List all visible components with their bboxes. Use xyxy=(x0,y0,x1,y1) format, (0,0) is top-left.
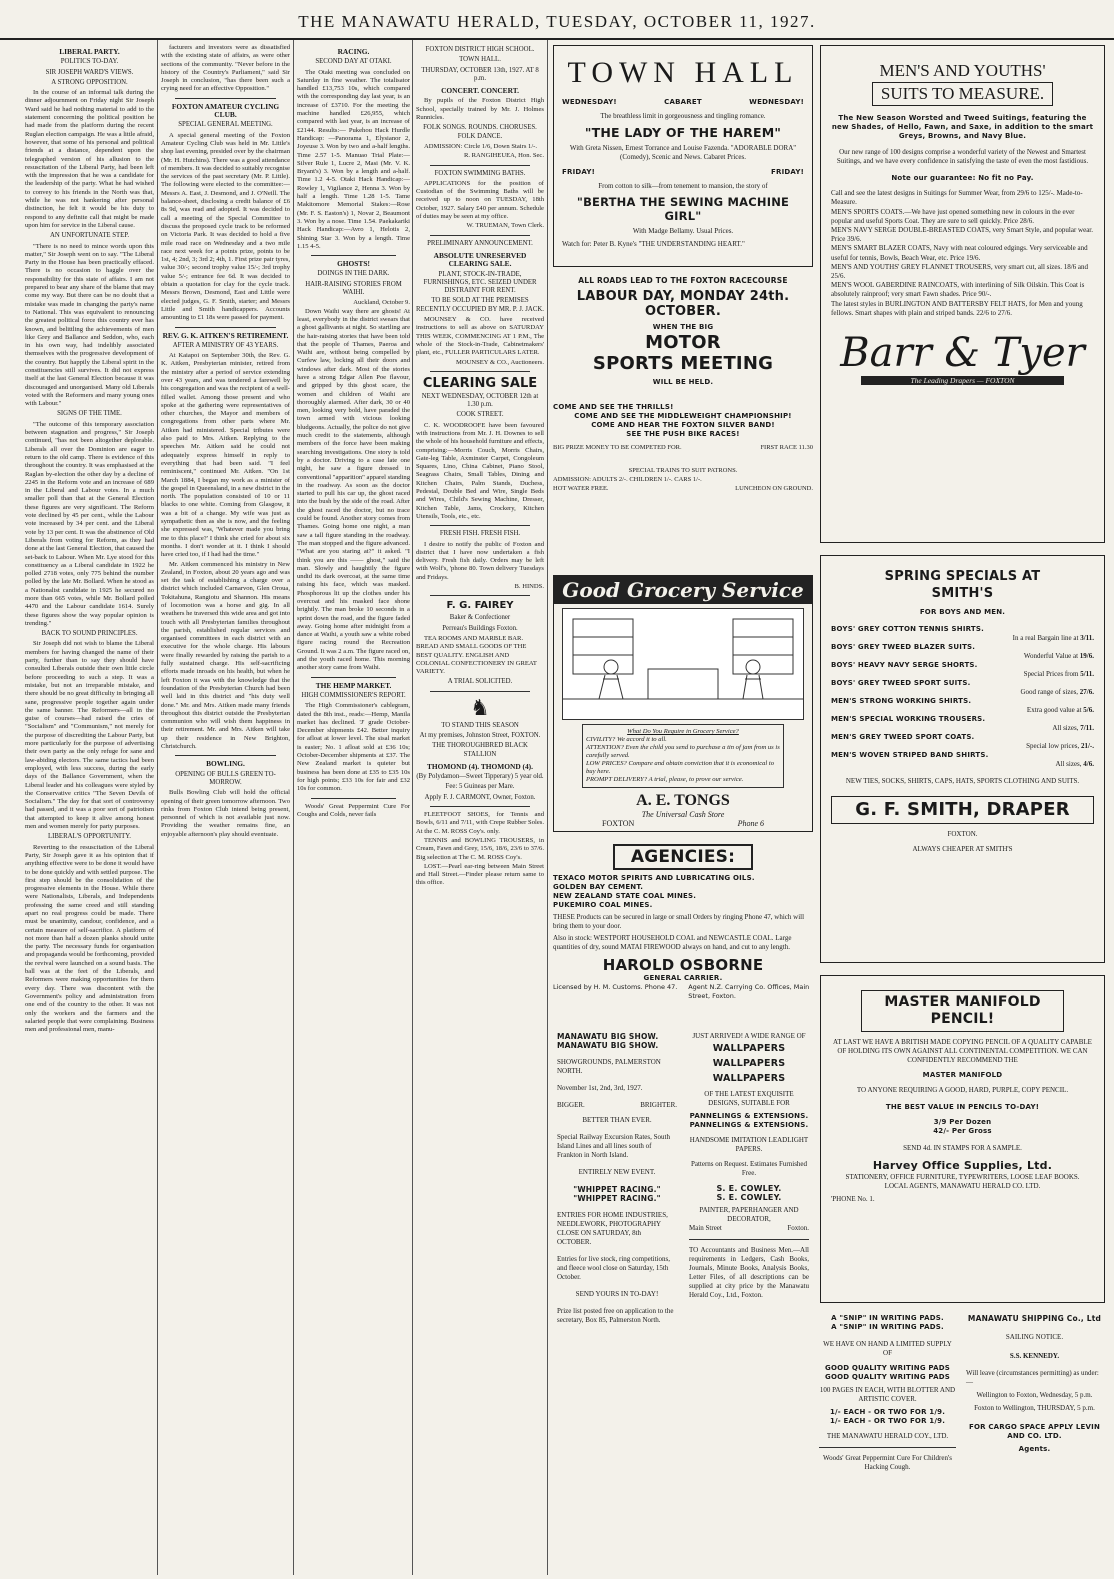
agencies-ad xyxy=(553,840,813,1015)
snip-line: WE HAVE ON HAND A LIMITED SUPPLY OF xyxy=(823,1340,952,1357)
agency-paragraph: THESE Products can be secured in large or small Orders by ringing Phone 47, which will bring them to your door. xyxy=(553,913,805,930)
wallpaper-line: PAINTER, PAPERHANGER AND DECORATOR, xyxy=(699,1206,799,1223)
shipping-line: SAILING NOTICE. xyxy=(1005,1333,1064,1341)
wallpaper-line: Main Street xyxy=(689,1224,722,1232)
article-subheading: OPENING OF BULLS GREEN TO-MORROW. xyxy=(175,770,276,786)
tagline: The breathless limit in gorgeousness and tingling romance. xyxy=(600,112,766,120)
ad-heading: FOXTON DISTRICT HIGH SCHOOL. xyxy=(425,46,535,53)
ad-line: COME AND SEE THE THRILLS! xyxy=(553,403,674,411)
spring-item-price: 21/-. xyxy=(1080,742,1094,750)
wallpapers-ad xyxy=(685,1028,813,1573)
agency-line: NEW ZEALAND STATE COAL MINES. xyxy=(553,892,697,900)
spring-item-note: Special Prices from xyxy=(1023,670,1079,678)
admission-row xyxy=(553,484,813,493)
pencil-sample: SEND 4d. IN STAMPS FOR A SAMPLE. xyxy=(903,1144,1022,1152)
labour-day-ad xyxy=(553,272,813,572)
barr-tyer-tagline: The Leading Drapers — FOXTON xyxy=(861,376,1064,385)
spring-item xyxy=(831,715,1094,733)
day-label: FRIDAY! xyxy=(771,168,804,176)
article-paragraph: Sir Joseph did not wish to blame the Liberal members for having changed the name of their party, further than to say they should have consulted Liberals outside their own little circle before proceeding to such a step. It was a mistake, but not an irreparable mistake, and there should be no great difficulty in bringing all sane, progressive people together again under the same banner. The Reformers—all in the guise of courses—had raised the cries of "Socialism" and "Communism," not merely for the purpose of discrediting the Labour Party, but more particularly for the purpose of advertising their own party as the only refuge for sane and law-abiding electors. The same tactics had been employed, with less success, during the early days of the Ballance Government, when the Liberal leader and his colleagues were styled by the Conservative critics "The Seven Devils of Socialism." The day for that sort of controversy had passed, and it was a poor sort of patriotism that attempted to keep it alive among honest men and women merely for party purposes. xyxy=(25,640,154,831)
grocery-point: PROMPT DELIVERY? A trial, please, to prove our service. xyxy=(586,776,744,783)
grocery-question: What Do You Require in Grocery Service? xyxy=(627,728,739,735)
column-rule xyxy=(547,40,548,1575)
spring-item-price: 5/6. xyxy=(1083,706,1094,714)
grocery-point: CIVILITY? We accord it to all. xyxy=(586,736,667,743)
snip-heading: A "SNIP" IN WRITING PADS. xyxy=(831,1323,944,1331)
wallpaper-line: Foxton. xyxy=(787,1224,809,1232)
cast-line: With Greta Nissen, Ernest Torrance and Louise Fazenda. "ADORABLE DORA" (Comedy), Scenic and News. Cabaret Prices. xyxy=(569,144,797,161)
section-subheading: BACK TO SOUND PRINCIPLES. xyxy=(41,630,138,638)
agency-line: TEXACO MOTOR SPIRITS AND LUBRICATING OILS. xyxy=(553,874,755,882)
spring-item xyxy=(831,751,1094,769)
show-line: BIGGER. xyxy=(557,1101,585,1109)
cowley-name: S. E. COWLEY. xyxy=(716,1193,782,1202)
divider xyxy=(175,98,276,99)
spring-specials-ad xyxy=(820,555,1105,963)
article-subheading: A STRONG OPPOSITION. xyxy=(51,78,128,86)
spring-item-name: BOYS' GREY TWEED SPORT SUITS. xyxy=(831,679,971,687)
ad-paragraph: TEA ROOMS AND MARBLE BAR. BREAD AND SMALL GOODS OF THE BEST QUALITY. ENGLISH AND COLONIAL CONFECTIONERY IN GREAT VARIETY. xyxy=(416,634,537,676)
smith-name: G. F. SMITH, DRAPER xyxy=(831,796,1094,824)
ad-subheading: (By Polydamon—Sweet Tipperary) 5 year old. xyxy=(416,773,544,781)
spring-item-note: All sizes, xyxy=(1052,724,1079,732)
shipping-line: Will leave (circumstances permitting) as under:— xyxy=(966,1369,1099,1386)
snip-price: 1/- EACH - OR TWO FOR 1/9. xyxy=(829,1417,946,1425)
spring-item-price: 3/11. xyxy=(1080,634,1094,642)
day-label: FRIDAY! xyxy=(562,168,595,176)
grocery-place: FOXTON xyxy=(602,819,635,828)
article-subheading: HAIR-RAISING STORIES FROM WAIHI. xyxy=(305,280,402,297)
ad-line: WHEN THE BIG xyxy=(652,323,714,331)
article-subheading: DOINGS IN THE DARK. xyxy=(317,270,390,278)
spring-item-row xyxy=(831,652,1094,661)
spring-item-note: Good range of sizes, xyxy=(1020,688,1079,696)
ad-list: FOLK SONGS. ROUNDS. CHORUSES. FOLK DANCE. xyxy=(423,124,537,140)
dateline: Auckland, October 9. xyxy=(353,299,410,307)
article-paragraph: At Kaiapoi on September 30th, the Rev. G. K. Aitken, Presbyterian minister, retired from the ministry after a period of service extending over 43 years, and was tendered a farewell by his congregation and was the recipient of a well-filled wallet. Among those present and who spoke at the gathering were representatives of other churches, the Mayor and members of congregations from other parts where Mr. Aitken had ministered. Special tributes were also paid to Mrs. Aitken. Replying to the speeches Mr. Aitken said he could not adequately express himself in reply to everything that had been said. "I feel reminiscent," continued Mr. Aitken. "On 1st March 1884, I began my work as a minister of the gospel in Queensland, in a new district in the north. The population consisted of 10 or 11 blacks to one white. Coming from Glasgow, it was a bit of a change. My wife was just as sympathetic then as she is now, and the feeling she expressed was, 'Whatever made you bring me to this place?' I think she cried for about six months. I don't wonder at it. I think I should have cried too, if I had had the time." xyxy=(161,352,290,559)
show-row xyxy=(557,1101,677,1110)
ad-paragraph: I desire to notify the public of Foxton and district that I have now undertaken a fish delivery. Fresh fish daily. Orders may be left with Wolf's, 'phone 80. Town delivery Tuesdays and Fridays. xyxy=(416,540,544,581)
spring-item-name: MEN'S GREY TWEED SPORT COATS. xyxy=(831,733,975,741)
feature-title: "THE LADY OF THE HAREM" xyxy=(584,125,782,140)
show-line: Entries for live stock, ring competitions, and fleece wool close on Saturday, 15th October. xyxy=(557,1255,670,1281)
osborne-offices: Agent N.Z. Carrying Co. Offices, Main Street, Foxton. xyxy=(688,983,810,1000)
divider xyxy=(430,806,530,807)
section-subheading: AN UNFORTUNATE STEP. xyxy=(49,232,130,240)
agency-paragraph: Also in stock: WESTPORT HOUSEHOLD COAL and NEWCASTLE COAL. Large quantities of dry, sound MATAI FIREWOOD always on hand, and cut to any length. xyxy=(553,934,792,951)
spring-item-price: 7/11. xyxy=(1080,724,1094,732)
mens-item: MEN'S SMART BLAZER COATS, Navy with neat coloured edgings. Very serviceable and useful for tennis, Bowls, Beach Wear, etc. Price 19/6. xyxy=(831,244,1088,262)
wednesday-row xyxy=(562,98,804,106)
divider xyxy=(311,677,396,678)
spring-item-note: Special low prices, xyxy=(1026,742,1080,750)
ad-line: ADMISSION: ADULTS 2/-. CHILDREN 1/-. CARS 1/-. xyxy=(553,476,702,483)
show-line: SHOWGROUNDS, PALMERSTON NORTH. xyxy=(557,1058,661,1075)
article-paragraph: The Otaki meeting was concluded on Saturday in fine weather. The totalisator handled £13,753 10s, which compared with the corresponding day last year, is an increase of £3710. For the meeting the machine handled £26,955, which compared with last year, is an increase of £2144. Results:— Pukehou Hack Hurdle Handicap: —Panorama 1, Elysianor 2, Joyeuse 3. Won by two and a-half lengths. Time 2.57 1-5. Manuao Trial Plate:—Silver Rule 1, Lucre 2, Masi (Mr. V. K. Bryant's) 3. Won by a length and a-half. Time 1.2 4-5. Otaki Hack Handicap:—Rowley 1, Vigilance 2, Henna 3. Won by half a length. Time 1.28 1-5. Tame Makitomore Memorial Stakes:—Rose (Mr. F. S. Easton's) 1, Novar 2, Beaumont 3. Won by a nose. Time 1.54. Paekakariki Hack Handicap:—Avro 1, Helotis 2, Shining Star 3. Won by a length. Time 1.15 4-5. xyxy=(297,68,410,250)
osborne-name: HAROLD OSBORNE xyxy=(602,956,764,974)
pencil-product: MASTER MANIFOLD xyxy=(922,1071,1003,1079)
spring-item xyxy=(831,697,1094,715)
horse-icon: ♞ xyxy=(470,694,490,720)
signature: W. TRUEMAN, Town Clerk. xyxy=(466,222,544,230)
harvey-line: STATIONERY, OFFICE FURNITURE, TYPEWRITERS, LOOSE LEAF BOOKS. xyxy=(845,1173,1080,1181)
shipping-ad xyxy=(962,1310,1107,1572)
wallpaper-heading: WALLPAPERS xyxy=(712,1043,786,1054)
ad-line: WILL BE HELD. xyxy=(652,378,714,386)
snip-line: THE MANAWATU HERALD COY., LTD. xyxy=(826,1432,949,1440)
ad-paragraph: LOST.—Pearl ear-ring between Main Street and Hall Street.—Finder please return same to this office. xyxy=(416,862,544,887)
show-line: Prize list posted free on application to the secretary, Box 85, Palmerston North. xyxy=(557,1307,674,1324)
article-paragraph: facturers and investors were as dissatisfied with the existing state of affairs, as were other sections of the community. "Never before in the history of the Country's Parliament," said Sir Joseph in conclusion, "has there been such a crying need for an effective Opposition." xyxy=(161,44,290,93)
snip-price: 1/- EACH - OR TWO FOR 1/9. xyxy=(829,1408,946,1416)
section-subheading: LIBERAL'S OPPORTUNITY. xyxy=(47,833,132,841)
mens-item: The latest styles in BURLINGTON AND BATTERSBY FELT HATS, for Men and young fellows. Smart shapes with plain and striped bands. 22/6 to 27/6. xyxy=(831,299,1083,317)
ad-heading: FOXTON SWIMMING BATHS. xyxy=(434,169,526,177)
divider xyxy=(819,1447,956,1448)
cast-line: With Madge Bellamy. Usual Prices. xyxy=(632,227,734,235)
ad-paragraph: TENNIS and BOWLING TROUSERS, in Cream, Fawn and Grey, 15/6, 18/6, 23/6 to 37/6. Big selection at The C. M. ROSS Coy's. xyxy=(416,836,544,861)
show-line: BETTER THAN EVER. xyxy=(582,1116,652,1124)
prize-row xyxy=(553,443,813,452)
pencil-value: THE BEST VALUE IN PENCILS TO-DAY! xyxy=(885,1103,1040,1111)
show-line: November 1st, 2nd, 3rd, 1927. xyxy=(557,1084,643,1092)
divider xyxy=(430,165,530,166)
mens-guarantee: Note our guarantee: No fit no Pay. xyxy=(891,174,1034,183)
spring-item xyxy=(831,679,1094,697)
agencies-title: AGENCIES: xyxy=(613,844,753,870)
wallpaper-line: TO Accountants and Business Men.—All requirements in Ledgers, Cash Books, Journals, Minute Books, Analysis Books, Letter Files, of all descriptions can be supplied at city price by the Manawatu Herald Coy., Ltd., Foxton. xyxy=(689,1246,809,1299)
mens-item: MEN'S NAVY SERGE DOUBLE-BREASTED COATS, very Smart Style, and popular wear. Price 39/6. xyxy=(831,226,1093,244)
mens-title: MEN'S AND YOUTHS' xyxy=(879,61,1046,80)
spring-item xyxy=(831,625,1094,643)
ad-subheading: THURSDAY, OCTOBER 13th, 1927. AT 8 p.m. xyxy=(421,66,539,82)
article-paragraph: A special general meeting of the Foxton Amateur Cycling Club was held in Mr. Little's shop last evening, presided over by the chairman (Mr. H. Hutchins). There was a good attendance of members. It was decided to suitably recognise the services of the past secretary (Mr. P. Little). The following were elected to the committee:—Messrs A. East, J. Desmond, and J. O'Neill. The balance-sheet, disclosing a credit balance of £6 8s 9d, was read and adopted. It was decided to call a meeting of the Special Committee to discuss the proposed cycle track to be reformed on Victoria Park. It was decided to hold a five mile road race on Wednesday and a two mile race next week for a points prize, points to be 1st, 4; 2nd, 3; 3rd 2; 4th, 1. First prize pair tyres, value 30/-; second trophy value 15/-; 3rd trophy value 5/-; entrance fee 6d. It was decided to obtain a quotation for clay for the cycle track. Messrs Brown, Desmond, East and Little were elected judges, G. F. Smith, starter; and Messrs Little and Smith handicappers. Accounts amounting to £1 18s were passed for payment. xyxy=(161,131,290,322)
ad-heading: ABSOLUTE UNRESERVED CLEARING SALE. xyxy=(433,250,527,269)
shipping-line: Foxton to Wellington, THURSDAY, 5 p.m. xyxy=(974,1404,1095,1412)
spring-item-note: All sizes, xyxy=(1055,760,1082,768)
article-subheading: SECOND DAY AT OTAKI. xyxy=(315,58,392,66)
mens-paragraph: The New Season Worsted and Tweed Suitings, featuring the new Shades, of Hello, Fawn, and Saxe, in addition to the smart Greys, Browns, and Navy Blue. xyxy=(831,114,1094,141)
snip-heading: GOOD QUALITY WRITING PADS GOOD QUALITY WRITING PADS xyxy=(825,1364,950,1381)
article-subheading: AFTER A MINISTRY OF 43 YEARS. xyxy=(172,341,279,349)
ad-subheading: COOK STREET. xyxy=(456,411,504,419)
wallpaper-line: HANDSOME IMITATION LEADLIGHT PAPERS. xyxy=(689,1136,809,1153)
feature-title: "BERTHA THE SEWING MACHINE GIRL" xyxy=(576,195,790,223)
column-local-ads xyxy=(413,40,547,1575)
fairey-name: F. G. FAIREY xyxy=(446,600,514,612)
article-heading: BOWLING. xyxy=(206,759,245,769)
grocery-name: A. E. TONGS xyxy=(636,792,730,809)
ad-headline: LABOUR DAY, MONDAY 24th. OCTOBER. xyxy=(576,289,790,319)
pencil-paragraph: AT LAST WE HAVE A BRITISH MADE COPYING PENCIL OF A QUALITY CAPABLE OF HOLDING ITS OWN AGAINST ALL CONTINENTAL COMPETITION. WE CAN CONFIDENTLY RECOMMEND THE xyxy=(833,1038,1092,1064)
spring-item xyxy=(831,733,1094,751)
spring-title: SPRING SPECIALS AT xyxy=(884,569,1041,584)
ad-headline: MOTOR xyxy=(645,332,721,353)
article-heading: LIBERAL PARTY. xyxy=(59,47,120,56)
friday-row xyxy=(562,168,804,176)
column-racing-ghosts xyxy=(294,40,413,1575)
coming-soon-line: Watch for: Peter B. Kyne's "THE UNDERSTANDING HEART." xyxy=(562,240,745,248)
divider xyxy=(175,327,276,328)
shipping-line: Agents. xyxy=(1018,1445,1051,1453)
ad-subheading: A TRIAL SOLICITED. xyxy=(447,678,513,686)
article-paragraph: The High Commissioner's cablegram, dated the 8th inst., reads:—Hemp, Manila market has declined. 'J' grade October-December shipments £42. Better inquiry for afloat at lower level. The sisal market is easier; No. 1 afloat sold at £36 10s; October-December shipments at £37. The New Zealand market is quieter but business has been done at £35 to £35 10s for high points; £33 10s for fair and £32 10s for common. xyxy=(297,702,410,793)
spring-subtitle: FOR BOYS AND MEN. xyxy=(919,608,1006,616)
wallpaper-line: OF THE LATEST EXQUISITE DESIGNS, SUITABLE FOR xyxy=(704,1090,794,1107)
spring-item-note: In a real Bargain line at xyxy=(1012,634,1079,642)
spring-item-row xyxy=(831,706,1094,715)
grocery-illustration xyxy=(562,608,804,720)
article-subheading: HIGH COMMISSIONER'S REPORT. xyxy=(301,691,406,699)
ad-subheading: TO STAND THIS SEASON xyxy=(441,721,519,729)
spring-item-name: BOYS' GREY TWEED BLAZER SUITS. xyxy=(831,643,976,651)
osborne-role: GENERAL CARRIER. xyxy=(643,974,723,982)
ad-subheading: At my premises, Johnston Street, FOXTON. xyxy=(419,732,541,739)
show-heading: MANAWATU BIG SHOW. xyxy=(557,1041,659,1050)
mens-item: MEN'S WOOL GABERDINE RAINCOATS, with interlining of Silk Oilskin. This Coat is absolutely rainproof; very smart Fawn shades. Price 90/-. xyxy=(831,281,1085,299)
ad-heading: THOMOND (4). THOMOND (4). xyxy=(427,761,533,771)
pencil-title: PENCIL! xyxy=(930,1011,995,1027)
ad-subheading: THE THOROUGHBRED BLACK STALLION xyxy=(432,742,528,758)
article-subheading: SPECIAL GENERAL MEETING. xyxy=(178,121,273,129)
article-paragraph: In the course of an informal talk during the dinner adjournment on Friday night Sir Joseph Ward said he had nothing material to add to the statement concerning the political position he had made from the platform during the recent Ruglan election campaign. He was a little afraid, however, that some of his personal and political friends at a distance, dependent upon the telegraphed version of his allusion to the resuscitation of the Liberal Party, had been left with the impression that he was a candidate for the leadership of the party. What he had wished to convey to his friends in the North was that, while he was not hankering after personal distinction, he felt it would be his duty to respond to any definite call that might be made upon him for service in the Liberal cause. xyxy=(25,89,154,229)
article-paragraph: Mr. Aitken commenced his ministry in New Zealand, in Foxton, about 20 years ago and was set the task of establishing a charge over a district which included Carnarvon, Glen Oroua, Tokitahuna, Rangiotu and Shannon. His means of locomotion was a horse and gig. In all weathers he traversed this wide area and got into touch with all Presbyterian families throughout the parish, established regular services and organised committees in each district with an executive for the whole charge. His labours were finally rewarded by raising the parish to a fully sustained charge. His self-sacrificing efforts made inroads on his health, but when he left Foxton it was with the knowledge that the foundation of the Presbyterian Church had been well laid in this district and "his duty well done." Mr. and Mrs. Aitken made many friends throughout this district outside the Presbyterian communion who will wish them happiness in their retirement. Mr. and Mrs. Aitken will take up their residence in New Brighton, Christchurch. xyxy=(161,560,290,751)
pencil-title-box xyxy=(861,990,1064,1032)
ad-line: ALL ROADS LEAD TO THE FOXTON RACECOURSE xyxy=(578,276,788,285)
spring-item-price: 19/6. xyxy=(1079,652,1094,660)
shop-illustration-icon xyxy=(563,609,803,719)
spring-item-name: MEN'S WOVEN STRIPED BAND SHIRTS. xyxy=(831,751,989,759)
mens-suits-ad xyxy=(820,45,1105,543)
cowley-name: S. E. COWLEY. xyxy=(716,1184,782,1193)
ad-paragraph: By pupils of the Foxton District High School, specially trained by Mr. J. Holmes Runnicles. xyxy=(416,97,544,122)
shipping-heading: MANAWATU SHIPPING Co., Ltd xyxy=(967,1314,1102,1323)
harvey-phone: 'PHONE No. 1. xyxy=(831,1195,875,1203)
town-hall-ad xyxy=(553,45,813,267)
ad-subheading: TOWN HALL. xyxy=(459,56,501,64)
day-label: WEDNESDAY! xyxy=(562,98,617,106)
grocery-footer xyxy=(562,819,804,828)
spring-item-price: 5/11. xyxy=(1080,670,1094,678)
ad-line: SPECIAL TRAINS TO SUIT PATRONS. xyxy=(628,467,738,474)
article-heading: RACING. xyxy=(337,47,370,56)
wallpaper-heading: WALLPAPERS xyxy=(712,1073,786,1084)
ad-line: SEE THE PUSH BIKE RACES! xyxy=(626,430,740,438)
grocery-point: ATTENTION? Even the child you send to purchase a tin of jam from us is carefully served. xyxy=(586,744,780,759)
ad-subheading: NEXT WEDNESDAY, OCTOBER 12th at 1.30 p.m. xyxy=(421,392,539,409)
article-heading: GHOSTS! xyxy=(337,259,370,269)
divider xyxy=(311,798,396,799)
mens-item: MEN'S SPORTS COATS.—We have just opened something new in colours in the ever popular and useful Sports Coat. They are sure to sell quickly. Price 28/6. xyxy=(831,207,1075,225)
masthead: THE MANAWATU HERALD, TUESDAY, OCTOBER 11, 1927. xyxy=(0,0,1114,40)
divider xyxy=(430,235,530,236)
article-subheading: SIR JOSEPH WARD'S VIEWS. xyxy=(45,68,134,76)
ship-name: S.S. KENNEDY. xyxy=(1009,1352,1060,1360)
ad-headline: SPORTS MEETING xyxy=(592,353,774,374)
town-hall-title: TOWN HALL xyxy=(567,56,799,89)
spring-item-row xyxy=(831,760,1094,769)
osborne-licence: Licensed by H. M. Customs. Phone 47. xyxy=(553,983,678,991)
ad-line: LUNCHEON ON GROUND. xyxy=(735,485,813,492)
agency-line: PUKEMIRO COAL MINES. xyxy=(553,901,653,909)
ad-paragraph: ADMISSION: Circle 1/6, Down Stairs 1/-. xyxy=(424,142,538,150)
wallpaper-line: JUST ARRIVED! A WIDE RANGE OF xyxy=(692,1032,806,1040)
ad-line: COME AND SEE THE MIDDLEWEIGHT CHAMPIONSHIP! xyxy=(574,412,792,420)
mens-item: MEN'S AND YOUTHS' GREY FLANNET TROUSERS, very smart cut, all sizes. 18/6 and 25/6. xyxy=(831,262,1089,281)
shipping-line: Wellington to Foxton, Wednesday, 5 p.m. xyxy=(976,1391,1093,1399)
article-paragraph: Bulls Bowling Club will hold the official opening of their green tomorrow afternoon. Two rinks from Foxton Club intend being present, personnel of which is not available just now. Providing the weather remains fine, an enjoyable afternoon's play should eventuate. xyxy=(161,789,290,838)
spring-item-list xyxy=(831,625,1094,769)
wallpaper-line: Patterns on Request. Estimates Furnished Free. xyxy=(690,1160,808,1177)
spring-item-name: MEN'S STRONG WORKING SHIRTS. xyxy=(831,697,972,705)
ad-subheading: Apply F. J. CARMONT, Owner, Foxton. xyxy=(424,793,536,801)
show-line: BRIGHTER. xyxy=(640,1101,677,1109)
column-local-news xyxy=(158,40,293,1575)
osborne-footer xyxy=(553,983,813,1001)
show-line: SEND YOURS IN TO-DAY! xyxy=(575,1290,659,1298)
cowley-address xyxy=(689,1224,809,1233)
spring-item-price: 27/6. xyxy=(1079,688,1094,696)
grocery-copy-box xyxy=(582,724,784,788)
show-heading: "WHIPPET RACING." "WHIPPET RACING." xyxy=(573,1185,661,1203)
spring-title: SMITH'S xyxy=(931,586,994,601)
harvey-name: Harvey Office Supplies, Ltd. xyxy=(872,1159,1053,1172)
spring-item-note: Wonderful Value at xyxy=(1023,652,1079,660)
article-paragraph: "The outcome of this temporary association between stagnation and progress," Sir Joseph continued, "has not been altogether deplorable. Liberals all over the Dominion are eager to return to the old camp. There is evidence of this throughout the country. It was emphasised at the Raglan by-election the other day by a decline of 2245 in the Reform vote and an increase of 689 in the Liberal and Labour votes. In a much smaller poll than that at the General Election these figures are very significant. The Reform vote declined by 45 per cent., while the Labour vote increased by 34 per cent. and the Liberal vote by 13 per cent. It was the abstinence of Old Liberals from voting for Reform, as they had done at the last General Election, that caused the set-back to Labour. When Mr. Lye stood for this constituency as a Liberal candidate in 1922 he polled 2718 votes, only 775 behind the number polled by the late Mr. Bollard. When he stood as a Nationalist candidate in 1925 he secured no more than 665 votes, while Mr. Bollard polled 4470 and the Labour candidate 1614. Surely these figures show the way popular opinion is trending." xyxy=(25,420,154,627)
spring-item-row xyxy=(831,670,1094,679)
spring-item-note: Extra good value at xyxy=(1026,706,1082,714)
signature: B. HINDS. xyxy=(514,583,544,591)
article-paragraph: Reverting to the resuscitation of the Liberal Party, Sir Joseph gave it as his opinion that if anything effective were to be done it would have to be done quickly and with settled purpose. The first step should be the consolidation of the progressive elements in the House. While there were Nationalists, Liberals, and Independents professing the same creed and still standing apart no real progress could be made. There must be unanimity, candour, confidence, and a certain measure of self-sacrifice. A platform of not more than half a dozen planks should unite the party. The necessary funds for organisation and propaganda would be forthcoming, provided the revival were launched on a sound basis. The ball was at the feet of the Liberals, and Reformers were making opportunities for them every day. There was discontent with the Government's policy and administration from one end of the country to the other. It was not only the workers and the farmers and the salaried people that were complaining. Business men and professional men, manu- xyxy=(25,843,154,1034)
ad-paragraph: FLEETFOOT SHOES, for Tennis and Bowls, 6/11 and 7/11, with Crepe Rubber Soles. At the C. M. ROSS Coy's. only. xyxy=(416,811,544,835)
divider xyxy=(430,371,530,372)
writing-pads-ad xyxy=(815,1310,960,1572)
mens-title: SUITS TO MEASURE. xyxy=(872,82,1053,106)
footer-ad: Woods' Great Peppermint Cure For Coughs and Colds, never fails xyxy=(297,802,410,818)
pencil-price: 3/9 Per Dozen xyxy=(933,1118,992,1126)
grocery-service-ad xyxy=(553,575,813,832)
grocery-subtitle: The Universal Cash Store xyxy=(641,810,725,819)
shipping-heading: FOR CARGO SPACE APPLY LEVIN AND CO. LTD. xyxy=(968,1423,1101,1440)
spring-item-row xyxy=(831,634,1094,643)
smith-place: FOXTON. xyxy=(947,830,978,838)
fairey-trade: Baker & Confectioner xyxy=(449,614,511,622)
spring-item-row xyxy=(831,742,1094,751)
wallpaper-heading: WALLPAPERS xyxy=(712,1058,786,1069)
day-label: WEDNESDAY! xyxy=(749,98,804,106)
ad-paragraph: APPLICATIONS for the position of Custodian of the Swimming Baths will be received up to noon on TUESDAY, 18th October, 1927. Salary £40 per annum. Schedule of duties may be seen at my office. xyxy=(416,179,544,221)
ad-subheading: Fee: 5 Guineas per Mare. xyxy=(445,783,515,791)
spring-item-name: BOYS' HEAVY NAVY SERGE SHORTS. xyxy=(831,661,978,669)
mens-paragraph: Our new range of 100 designs comprise a wonderful variety of the Newest and Smartest Suitings, and we have every confidence in satisfying the taste of even the most fastidious. xyxy=(836,147,1089,165)
grocery-title: Good Grocery Service xyxy=(554,576,812,604)
show-line: ENTRIES FOR HOME INDUSTRIES, NEEDLEWORK, PHOTOGRAPHY CLOSE ON SATURDAY, 8th OCTOBER. xyxy=(557,1211,668,1246)
grocery-point: LOW PRICES? Compare and obtain conviction that it is economical to buy here. xyxy=(586,760,775,775)
pencil-paragraph: TO ANYONE REQUIRING A GOOD, HARD, PURPLE, COPY PENCIL. xyxy=(856,1086,1069,1094)
pencil-ad xyxy=(820,975,1105,1303)
smith-tagline: ALWAYS CHEAPER AT SMITH'S xyxy=(912,845,1013,853)
mens-item: Call and see the latest designs in Suitings for Summer Wear, from 29/6 to 125/-. Made-to-Measure. xyxy=(831,189,1083,207)
spring-item xyxy=(831,643,1094,661)
big-show-ad xyxy=(553,1028,681,1573)
harvey-line: LOCAL AGENTS, MANAWATU HERALD CO. LTD. xyxy=(884,1182,1041,1190)
ad-line: COME AND HEAR THE FOXTON SILVER BAND! xyxy=(591,421,775,429)
wallpaper-heading: PANNELINGS & EXTENSIONS. PANNELINGS & EXTENSIONS. xyxy=(689,1112,809,1129)
fairey-address: Perreau's Buildings Foxton. xyxy=(442,624,518,632)
divider xyxy=(175,755,276,756)
article-paragraph: "There is no need to mince words upon this matter," Sir Joseph went on to say. "The Liberal Party in the House has been practically effaced. There is no occasion to haggle over the responsibility for this state of affairs. I am not prepared to bear any share of the blame that may come my way. But there can be no doubt that a mistake was made in changing the party's name to National. This was equivalent to renouncing the greatest political force this country ever has known, and belittling the achievements of men like Grey and Ballance and Seddon, who, each in his own way, had indelibly associated themselves with the progressive development of the country. But happily the Liberal spirit in the constituencies still survives. It did not express itself at the last General Election because it was discouraged and unorganised. Many old Liberals voted with the Reformers and many young ones with Labour." xyxy=(25,242,154,408)
signature: R. RANGIHEUEA, Hon. Sec. xyxy=(463,152,544,160)
divider xyxy=(430,525,530,526)
ad-heading: PRELIMINARY ANNOUNCEMENT. xyxy=(427,239,533,247)
ad-heading: CONCERT. CONCERT. xyxy=(441,86,519,96)
spring-footer: NEW TIES, SOCKS, SHIRTS, CAPS, HATS, SPORTS CLOTHING AND SUITS. xyxy=(845,777,1080,785)
snip-line: 100 PAGES IN EACH, WITH BLOTTER AND ARTISTIC COVER. xyxy=(819,1386,956,1403)
show-line: Special Railway Excursion Rates, South Island Lines and all lines south of Frankton in North Island. xyxy=(557,1133,670,1159)
article-heading: REV. G. K. AITKEN'S RETIREMENT. xyxy=(162,330,289,340)
pencil-title: MASTER MANIFOLD xyxy=(884,994,1041,1010)
grocery-phone: Phone 6 xyxy=(737,819,764,828)
pencil-price: 42/- Per Gross xyxy=(933,1127,992,1135)
spring-item xyxy=(831,661,1094,679)
ad-subheading: TO BE SOLD AT THE PREMISES RECENTLY OCCUPIED BY MR. P. J. JACK. xyxy=(416,297,544,313)
snip-line: Woods' Great Peppermint Cure For Children's Hacking Cough. xyxy=(823,1454,952,1471)
article-heading: THE HEMP MARKET. xyxy=(315,680,392,690)
agency-line: GOLDEN BAY CEMENT. xyxy=(553,883,644,891)
spring-item-price: 4/6. xyxy=(1083,760,1094,768)
barr-tyer-logo: Barr & Tyer xyxy=(840,330,1085,377)
divider xyxy=(311,255,396,256)
ad-line: HOT WATER FREE. xyxy=(553,485,609,492)
column-liberal-party xyxy=(22,40,157,1575)
snip-heading: A "SNIP" IN WRITING PADS. xyxy=(831,1314,944,1322)
cabaret-label: CABARET xyxy=(664,98,702,106)
show-heading: MANAWATU BIG SHOW. xyxy=(557,1032,659,1041)
divider xyxy=(430,595,530,596)
ad-paragraph: MOUNSEY & CO. have received instructions to sell as above on SATURDAY THIS WEEK, COMMENCING AT 1 P.M., The whole of the Stock-in-Trade, Cabinetmakers' plant, etc., FULLER PARTICULARS LATER. xyxy=(416,316,544,357)
ad-line: FIRST RACE 11.30 xyxy=(760,444,813,451)
signature: MOUNSEY & CO., Auctioneers. xyxy=(455,358,544,366)
spring-item-name: MEN'S SPECIAL WORKING TROUSERS. xyxy=(831,715,986,723)
article-paragraph: Down Waihi way there are ghosts! At least, everybody in the district swears that a ghost gallivants at night. So startling are the hair-raising stories that have been told that the people of Thames, Paeroa and Waihi are, without being compelled by Curfew law, locking all their doors and windows after dark. Most of the stories have a strong Edgar Allen Poe flavour, and gripped by this ghost scare, the women and children of Waihi are thoroughly alarmed. After dark, 30 or 40 men, looking very bold, have paraded the town armed with vicious looking bludgeons. Actually, the police do not give much credit to the statements, although members of the force have been making searching investigations. One story is told by a doctor. Driving to a case late one night, he saw a figure dressed in conventional "apparition" apparel standing in the roadway. As soon as the doctor started to pull his car up, the ghost raced into the bush by the side of the road. After the ghost raced the doctor, but no trace could be found. Another story comes from Thames. Going home one night, a man saw a tall figure standing in the roadway. The man stopped and the figure advanced. "What are you staring at?" it asked. "I think you are this —— ghost," said the man. Slowly and haughtily the figure undid its dark overcoat, at the same time raising his face, which was masked. Phosphorous lit up the clothes under his overcoat and his masked face shone brightly. The man broke 10 seconds in a sprint down the road, and the figure faded away. Going home after midnight from a dance at Waihi, a youth saw a white robed figure racing round the Recreation Ground. It was 2 a.m. The figure raced on, and the youth raced home. This morning another story came from Waihi. xyxy=(297,307,410,672)
ad-subheading: PLANT, STOCK-IN-TRADE, FURNISHINGS, ETC. SEIZED UNDER DISTRAINT FOR RENT. xyxy=(423,270,537,295)
clearing-sale-heading: CLEARING SALE xyxy=(422,375,538,391)
show-line: ENTIRELY NEW EVENT. xyxy=(578,1168,656,1176)
ad-heading: FRESH FISH. FRESH FISH. xyxy=(439,530,521,538)
spring-item-row xyxy=(831,688,1094,697)
ad-line: BIG PRIZE MONEY TO BE COMPETED FOR. xyxy=(553,444,682,451)
article-subheading: POLITICS TO-DAY. xyxy=(60,58,119,66)
article-heading: FOXTON AMATEUR CYCLING CLUB. xyxy=(171,101,280,120)
spring-item-name: BOYS' GREY COTTON TENNIS SHIRTS. xyxy=(831,625,985,633)
spring-item-row xyxy=(831,724,1094,733)
divider xyxy=(430,691,530,692)
tagline: From cotton to silk—from tenement to mansion, the story of xyxy=(598,182,768,190)
ad-paragraph: C. K. WOODROOFE have been favoured with instructions from Mr. J. H. Downes to sell the whole of his household furniture and effects, comprising:—Morris Couch, Morris Chairs, Gate-leg Table, Axminster Carpet, Congoleum Squares, Lino, China Cabinet, Piano Stool, Seagrass Chairs, Small Tables, Dining and Kitchen Chairs, Palm Stands, Duchess, Pedestal, Double Bed and Wire, Single Beds and Wires, Child's Sewing Machine, Dresser, Kitchen Table, Jams, Crockery, Kitchen Utensils, Tools, etc., etc. xyxy=(416,421,544,520)
divider xyxy=(689,1239,809,1240)
section-subheading: SIGNS OF THE TIME. xyxy=(57,410,122,418)
